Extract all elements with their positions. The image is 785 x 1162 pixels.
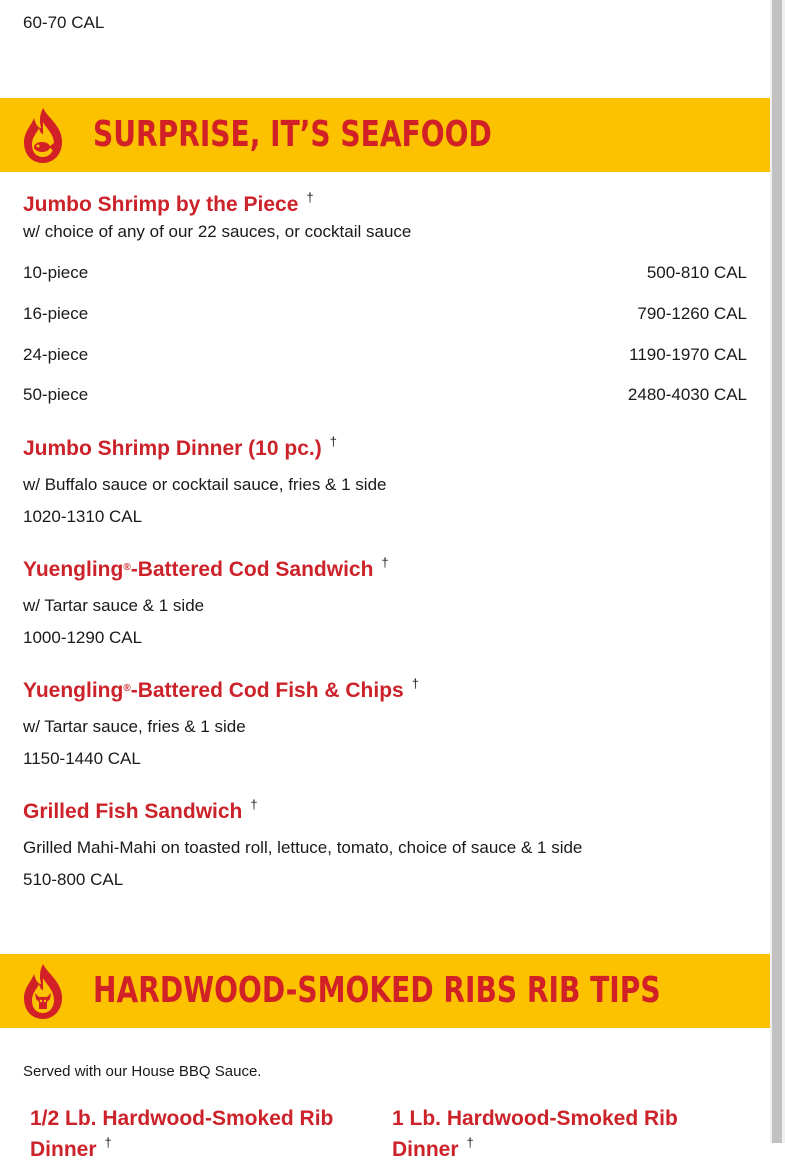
seafood-section-title: SURPRISE, IT’S SEAFOOD (93, 114, 492, 155)
ribs-note: Served with our House BBQ Sauce. (23, 1063, 262, 1080)
dagger-mark: † (306, 190, 314, 205)
vertical-scrollbar[interactable] (770, 0, 785, 1143)
item-name: -Battered Cod Fish & Chips (130, 679, 404, 702)
dagger-mark: † (250, 797, 258, 812)
item-name-brand: Yuengling (23, 558, 124, 581)
ribs-section-title: HARDWOOD-SMOKED RIBS RIB TIPS (93, 970, 661, 1011)
item-name: Jumbo Shrimp Dinner (10 pc.) (23, 437, 322, 460)
item-name: 1/2 Lb. Hardwood-Smoked Rib Dinner (30, 1107, 334, 1161)
option-label: 16-piece (23, 304, 89, 323)
flame-fish-icon (22, 106, 64, 164)
option-row (23, 345, 747, 365)
item-description: w/ Tartar sauce, fries & 1 side (23, 717, 246, 736)
item-calories: 1000-1290 CAL (23, 628, 143, 647)
option-calories: 500-810 CAL (646, 263, 747, 282)
registered-mark: ® (123, 562, 131, 573)
option-label: 10-piece (23, 263, 89, 282)
item-cod-sandwich-title (23, 555, 389, 582)
item-description: w/ choice of any of our 22 sauces, or cocktail sauce (23, 222, 412, 241)
dagger-mark: † (466, 1135, 474, 1150)
previous-item-calories: 60-70 CAL (23, 13, 105, 32)
item-one-lb-rib-dinner-title (392, 1107, 732, 1162)
dagger-mark: † (381, 555, 389, 570)
option-calories: 2480-4030 CAL (627, 385, 747, 404)
ribs-section-banner (0, 954, 770, 1028)
item-jumbo-shrimp-piece-title (23, 190, 314, 217)
item-description: Grilled Mahi-Mahi on toasted roll, lettuce, tomato, choice of sauce & 1 side (23, 838, 583, 857)
item-name: 1 Lb. Hardwood-Smoked Rib Dinner (392, 1107, 678, 1161)
item-name: Jumbo Shrimp by the Piece (23, 193, 299, 216)
dagger-mark: † (411, 676, 419, 691)
item-name-brand: Yuengling (23, 679, 124, 702)
item-grilled-fish-sandwich-title (23, 797, 258, 824)
option-calories: 1190-1970 CAL (629, 345, 747, 364)
item-name: Grilled Fish Sandwich (23, 800, 243, 823)
option-calories: 790-1260 CAL (637, 304, 747, 323)
scrollbar-thumb[interactable] (772, 0, 782, 1143)
item-name: -Battered Cod Sandwich (130, 558, 374, 581)
option-row (23, 385, 747, 405)
option-row (23, 304, 747, 324)
item-description: w/ Buffalo sauce or cocktail sauce, fries & 1 side (23, 475, 387, 494)
item-calories: 510-800 CAL (23, 870, 124, 889)
option-label: 24-piece (23, 345, 89, 364)
item-cod-fish-chips-title (23, 676, 419, 703)
item-half-lb-rib-dinner-title (30, 1107, 370, 1162)
item-description: w/ Tartar sauce & 1 side (23, 596, 205, 615)
flame-bull-icon (22, 962, 64, 1020)
item-jumbo-shrimp-dinner-title (23, 434, 337, 461)
seafood-section-banner (0, 98, 770, 172)
dagger-mark: † (329, 434, 337, 449)
option-label: 50-piece (23, 385, 89, 404)
option-row (23, 263, 747, 283)
item-calories: 1020-1310 CAL (23, 507, 143, 526)
dagger-mark: † (104, 1135, 112, 1150)
item-calories: 1150-1440 CAL (23, 749, 141, 768)
registered-mark: ® (123, 683, 131, 694)
